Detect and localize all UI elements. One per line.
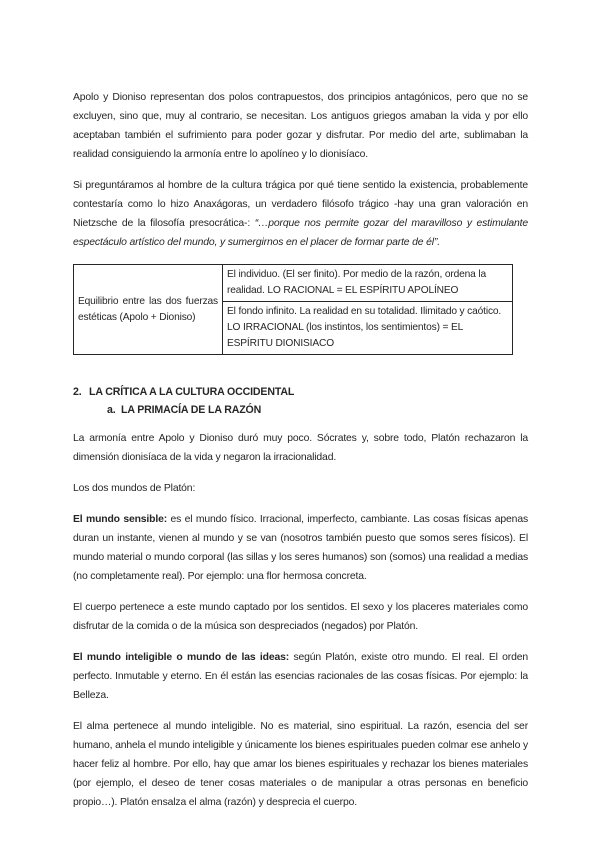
intelligible-world-term: El mundo inteligible o mundo de las ideas: bbox=[73, 652, 290, 663]
intro-paragraph: Apolo y Dioniso representan dos polos contrapuestos, dos principios antagónicos, pero que no se excluyen, sino que, muy al contrario, se necesitan. Los antiguos griegos amaban la vida y por ello aceptaban también el sufrimiento para poder gozar y disfrutar. Por medio del arte, sublimaban la realidad consiguiendo la armonía entre lo apolíneo y lo dionisíaco. bbox=[73, 92, 528, 160]
subsection-heading bbox=[73, 401, 528, 419]
subsection-letter: a. bbox=[107, 404, 116, 416]
document-page bbox=[73, 88, 528, 812]
aesthetic-forces-table bbox=[73, 264, 513, 355]
sensible-world-term: El mundo sensible: bbox=[73, 514, 168, 525]
section-number: 2. bbox=[73, 386, 82, 398]
table-row bbox=[74, 265, 513, 302]
harmony-paragraph: La armonía entre Apolo y Dioniso duró muy poco. Sócrates y, sobre todo, Platón rechazaron la dimensión dionisíaca de la vida y negaron la irracionalidad. bbox=[73, 433, 528, 463]
intelligible-world-paragraph bbox=[73, 648, 528, 705]
sensible-world-paragraph bbox=[73, 510, 528, 586]
section-heading bbox=[73, 383, 528, 401]
intelligible-world-text: según Platón, existe otro mundo. El real. El orden perfecto. Inmutable y eterno. En él están las esencias racionales de las cosas físicas. Por ejemplo: la Belleza. bbox=[73, 652, 528, 701]
dionysian-cell: El fondo infinito. La realidad en su totalidad. Ilimitado y caótico. LO IRRACIONAL (los instintos, los sentimientos) = EL ESPÍRITU DIONISIACO bbox=[223, 302, 513, 355]
anaxagoras-paragraph bbox=[73, 176, 528, 252]
two-worlds-paragraph: Los dos mundos de Platón: bbox=[73, 483, 196, 494]
section-title: LA CRÍTICA A LA CULTURA OCCIDENTAL bbox=[89, 386, 295, 398]
soul-paragraph: El alma pertenece al mundo inteligible. No es material, sino espiritual. La razón, esencia del ser humano, anhela el mundo inteligible y únicamente los bienes espirituales pueden colmar ese anhelo y hacer feliz al hombre. Por ello, hay que amar los bienes espirituales y rechazar los bienes materiales (por ejemplo, el deseo de tener cosas materiales o de manipular a otras personas en beneficio propio…). Platón ensalza el alma (razón) y desprecia el cuerpo. bbox=[73, 721, 528, 808]
sensible-world-text: es el mundo físico. Irracional, imperfecto, cambiante. Las cosas físicas apenas duran un instante, vienen al mundo y se van (nosotros también puesto que somos seres físicos). El mundo material o mundo corporal (las sillas y los seres humanos) son (somos) una realidad a medias (no completamente real). Por ejemplo: una flor hermosa concreta. bbox=[73, 514, 528, 582]
anaxagoras-text: Si preguntáramos al hombre de la cultura trágica por qué tiene sentido la existencia, probablemente contestaría como lo hizo Anaxágoras, un verdadero filósofo trágico -hay una gran valoración en Nietzsche de la filosofía presocrática-: bbox=[73, 180, 528, 229]
body-paragraph: El cuerpo pertenece a este mundo captado por los sentidos. El sexo y los placeres materiales como disfrutar de la comida o de la música son despreciados (negados) por Platón. bbox=[73, 602, 528, 632]
anaxagoras-quote: “…porque nos permite gozar del maravilloso y estimulante espectáculo artístico del mundo, y sumergirnos en el placer de formar parte de él”. bbox=[73, 218, 528, 248]
balance-cell: Equilibrio entre las dos fuerzas estéticas (Apolo + Dioniso) bbox=[74, 265, 223, 355]
apollonian-cell: El individuo. (El ser finito). Por medio de la razón, ordena la realidad. LO RACIONAL = EL ESPÍRITU APOLÍNEO bbox=[223, 265, 513, 302]
subsection-title: LA PRIMACÍA DE LA RAZÓN bbox=[121, 404, 262, 416]
